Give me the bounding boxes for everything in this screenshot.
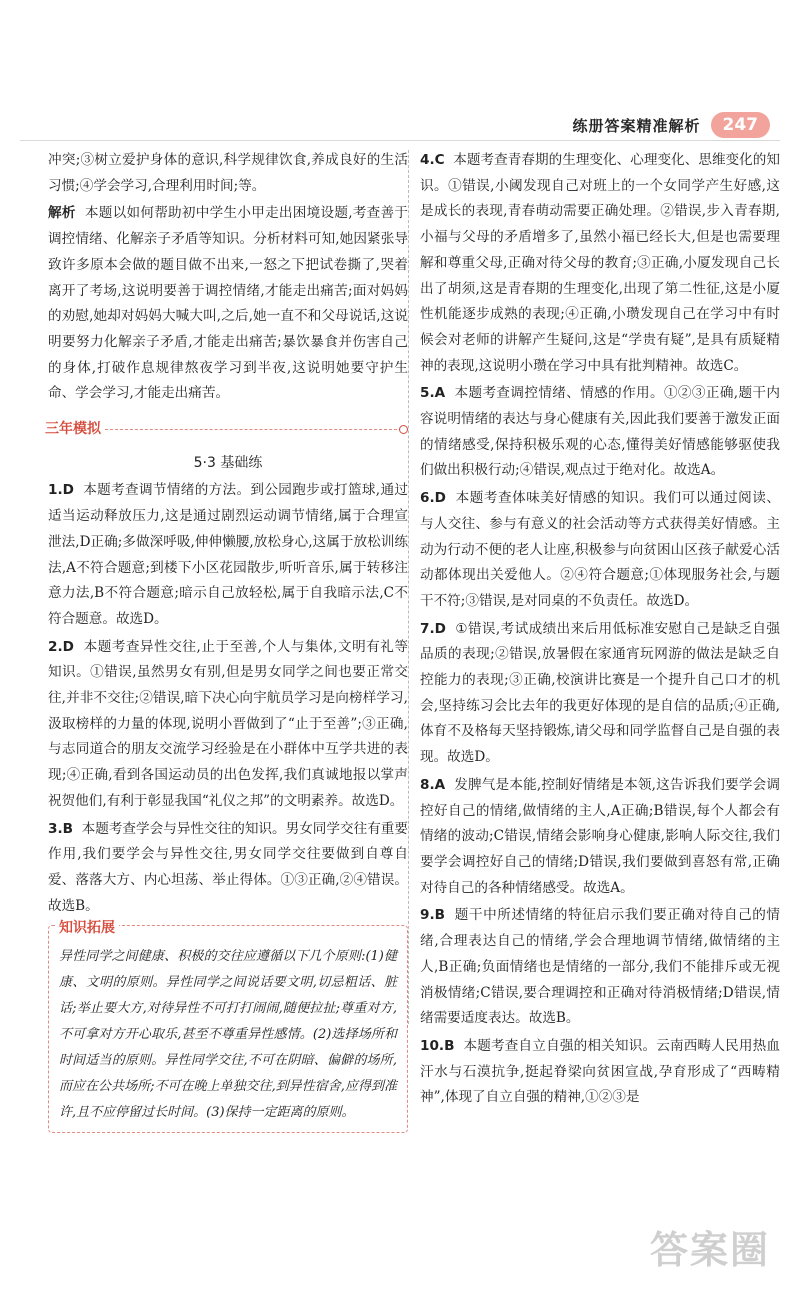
question-text: 本题考查青春期的生理变化、心理变化、思维变化的知识。①错误,小阈发现自己对班上的一个女同学产生好感,这是成长的表现,青春萌动需要正确处理。②错误,步入青春期,小福与父母的矛盾增多了,虽然小福已经长大,但是也需要理解和尊重父母,正确对待父母的教育;③正确,小厦发现自己长出了胡须,这是青春期的生理变化,出现了第二性征,这是小厦性机能逐步成熟的表现;④正确,小瓒发现自己在学习中有时候会对老师的讲解产生疑问,这是“学贵有疑”,是具有质疑精神的表现,这说明小瓒在学习中具有批判精神。故选C。: [420, 152, 780, 374]
question-number: 2.D: [48, 638, 74, 655]
question-7: [420, 617, 780, 771]
question-text: 本题考查调节情绪的方法。到公园跑步或打篮球,通过适当运动释放压力,这是通过剧烈运动调节情绪,属于合理宣泄法,D正确;多做深呼吸,伸伸懒腰,放松身心,这属于放松训练法,A不符合题意;到楼下小区花园散步,听听音乐,属于转移注意力法,B不符合题意;暗示自己放轻松,属于自我暗示法,C不符合题意。故选D。: [48, 482, 408, 627]
question-text: 本题考查自立自强的相关知识。云南西畴人民用热血汗水与石漠抗争,挺起脊梁向贫困宣战,孕育形成了“西畴精神”,体现了自立自强的精神,①②③是: [420, 1037, 780, 1106]
knowledge-box-label: 知识拓展: [55, 915, 119, 941]
analysis-label: 解析: [48, 205, 76, 222]
question-number: 7.D: [420, 620, 446, 637]
analysis-text: 本题以如何帮助初中学生小甲走出困境设题,考查善于调控情绪、化解亲子矛盾等知识。分析材料可知,她因紧张导致许多原本会做的题目做不出来,一怒之下把试卷撕了,哭着离开了考场,这说明要善于调控情绪,才能走出痛苦;面对妈妈的劝慰,她却对妈妈大喊大叫,之后,她一直不和父母说话,这说明要努力化解亲子矛盾,才能走出痛苦;暴饮暴食并伤害自己的身体,打破作息规律熬夜学习到半夜,这说明她要守护生命、学会学习,才能走出痛苦。: [48, 205, 408, 402]
page-header: [572, 112, 770, 138]
section-title: 三年模拟: [45, 421, 101, 438]
question-number: 1.D: [48, 482, 74, 499]
question-5: [420, 381, 780, 484]
question-number: 3.B: [48, 820, 73, 837]
question-text: 本题考查体味美好情感的知识。我们可以通过阅读、与人交往、参与有意义的社会活动等方式获得美好情感。主动为行动不便的老人让座,积极参与向贫困山区孩子献爱心活动都体现出关爱他人。②④符合题意;①体现服务社会,与题干不符;③错误,是对同桌的不负责任。故选D。: [420, 490, 780, 609]
right-column: [420, 148, 780, 1111]
question-text: 本题考查调控情绪、情感的作用。①②③正确,题干内容说明情绪的表达与身心健康有关,因此我们要善于激发正面的情绪感受,保持积极乐观的心态,懂得美好情感能够驱使我们做出积极行动;④错误,观点过于绝对化。故选A。: [420, 385, 780, 479]
section-dot-icon: [399, 425, 408, 434]
question-3: [48, 817, 408, 920]
page-number-badge: 247: [711, 112, 771, 138]
question-9: [420, 903, 780, 1032]
sub-title: 5·3 基础练: [193, 454, 263, 471]
question-10: [420, 1034, 780, 1111]
question-number: 6.D: [420, 490, 446, 507]
footer-logo: 答案圈: [649, 1228, 770, 1272]
question-text: 发脾气是本能,控制好情绪是本领,这告诉我们要学会调控好自己的情绪,做情绪的主人,A正确;B错误,每个人都会有情绪的波动;C错误,情绪会影响身心健康,影响人际交往,我们要学会调控好自己的情绪;D错误,我们要做到喜怒有常,正确对待自己的各种情绪感受。故选A。: [420, 776, 780, 896]
question-1: [48, 478, 408, 632]
section-line: [105, 429, 397, 430]
knowledge-box: [48, 920, 408, 1133]
header-title: 练册答案精准解析: [572, 116, 701, 135]
section-header: [45, 417, 408, 443]
analysis-paragraph: [48, 201, 408, 407]
question-2: [48, 635, 408, 815]
question-text: 本题考查学会与异性交往的知识。男女同学交往有重要作用,我们要学会与异性交往,男女同学交往要做到自尊自爱、落落大方、内心坦荡、举止得体。①③正确,②④错误。故选B。: [48, 820, 408, 914]
question-6: [420, 486, 780, 615]
question-number: 8.A: [420, 776, 446, 793]
question-number: 9.B: [420, 907, 445, 924]
column-divider: [408, 150, 409, 1024]
question-text: 题干中所述情绪的特征启示我们要正确对待自己的情绪,合理表达自己的情绪,学会合理地调节情绪,做情绪的主人,B正确;负面情绪也是情绪的一部分,我们不能排斥或无视消极情绪;C错误,要合理调控和正确对待消极情绪;D错误,情绪需要适度表达。故选B。: [420, 907, 780, 1027]
question-number: 5.A: [420, 385, 446, 402]
question-4: [420, 148, 780, 379]
intro-paragraph: 冲突;③树立爱护身体的意识,科学规律饮食,养成良好的生活习惯;④学会学习,合理利用时间;等。: [48, 152, 408, 194]
left-column: [45, 148, 408, 1133]
question-number: 10.B: [420, 1037, 455, 1054]
question-text: 本题考查异性交往,止于至善,个人与集体,文明有礼等知识。①错误,虽然男女有别,但是男女同学之间也要正常交往,并非不交往;②错误,暗下决心向宇航员学习是向榜样学习,汲取榜样的力量的体现,说明小晋做到了“止于至善”;③正确,与志同道合的朋友交流学习经验是在小群体中互学共进的表现;④正确,看到各国运动员的出色发挥,我们真诚地报以掌声祝贺他们,有利于彰显我国“礼仪之邦”的文明素养。故选D。: [48, 638, 408, 809]
knowledge-box-text: 异性同学之间健康、积极的交往应遵循以下几个原则:(1)健康、文明的原则。异性同学之间说话要文明,切忌粗话、脏话;举止要大方,对待异性不可打打闹闹,随便拉扯;尊重对方,不可拿对方开心取乐,甚至不尊重异性感情。(2)选择场所和时间适当的原则。异性同学交往,不可在阴暗、偏僻的场所,而应在公共场所;不可在晚上单独交往,到异性宿舍,应得到准许,且不应停留过长时间。(3)保持一定距离的原则。: [59, 949, 397, 1121]
question-number: 4.C: [420, 152, 445, 168]
question-text: ①错误,考试成绩出来后用低标准安慰自己是缺乏自强品质的表现;②错误,放暑假在家通宵玩网游的做法是缺乏自控能力的表现;③正确,校演讲比赛是一个提升自己口才的机会,坚持练习会比去年的我更好体现的是自信的品质;④正确,体育不及格每天坚持锻炼,请父母和同学监督自己是自强的表现。故选D。: [420, 620, 780, 766]
question-8: [420, 773, 780, 902]
header-rule: [20, 140, 780, 141]
